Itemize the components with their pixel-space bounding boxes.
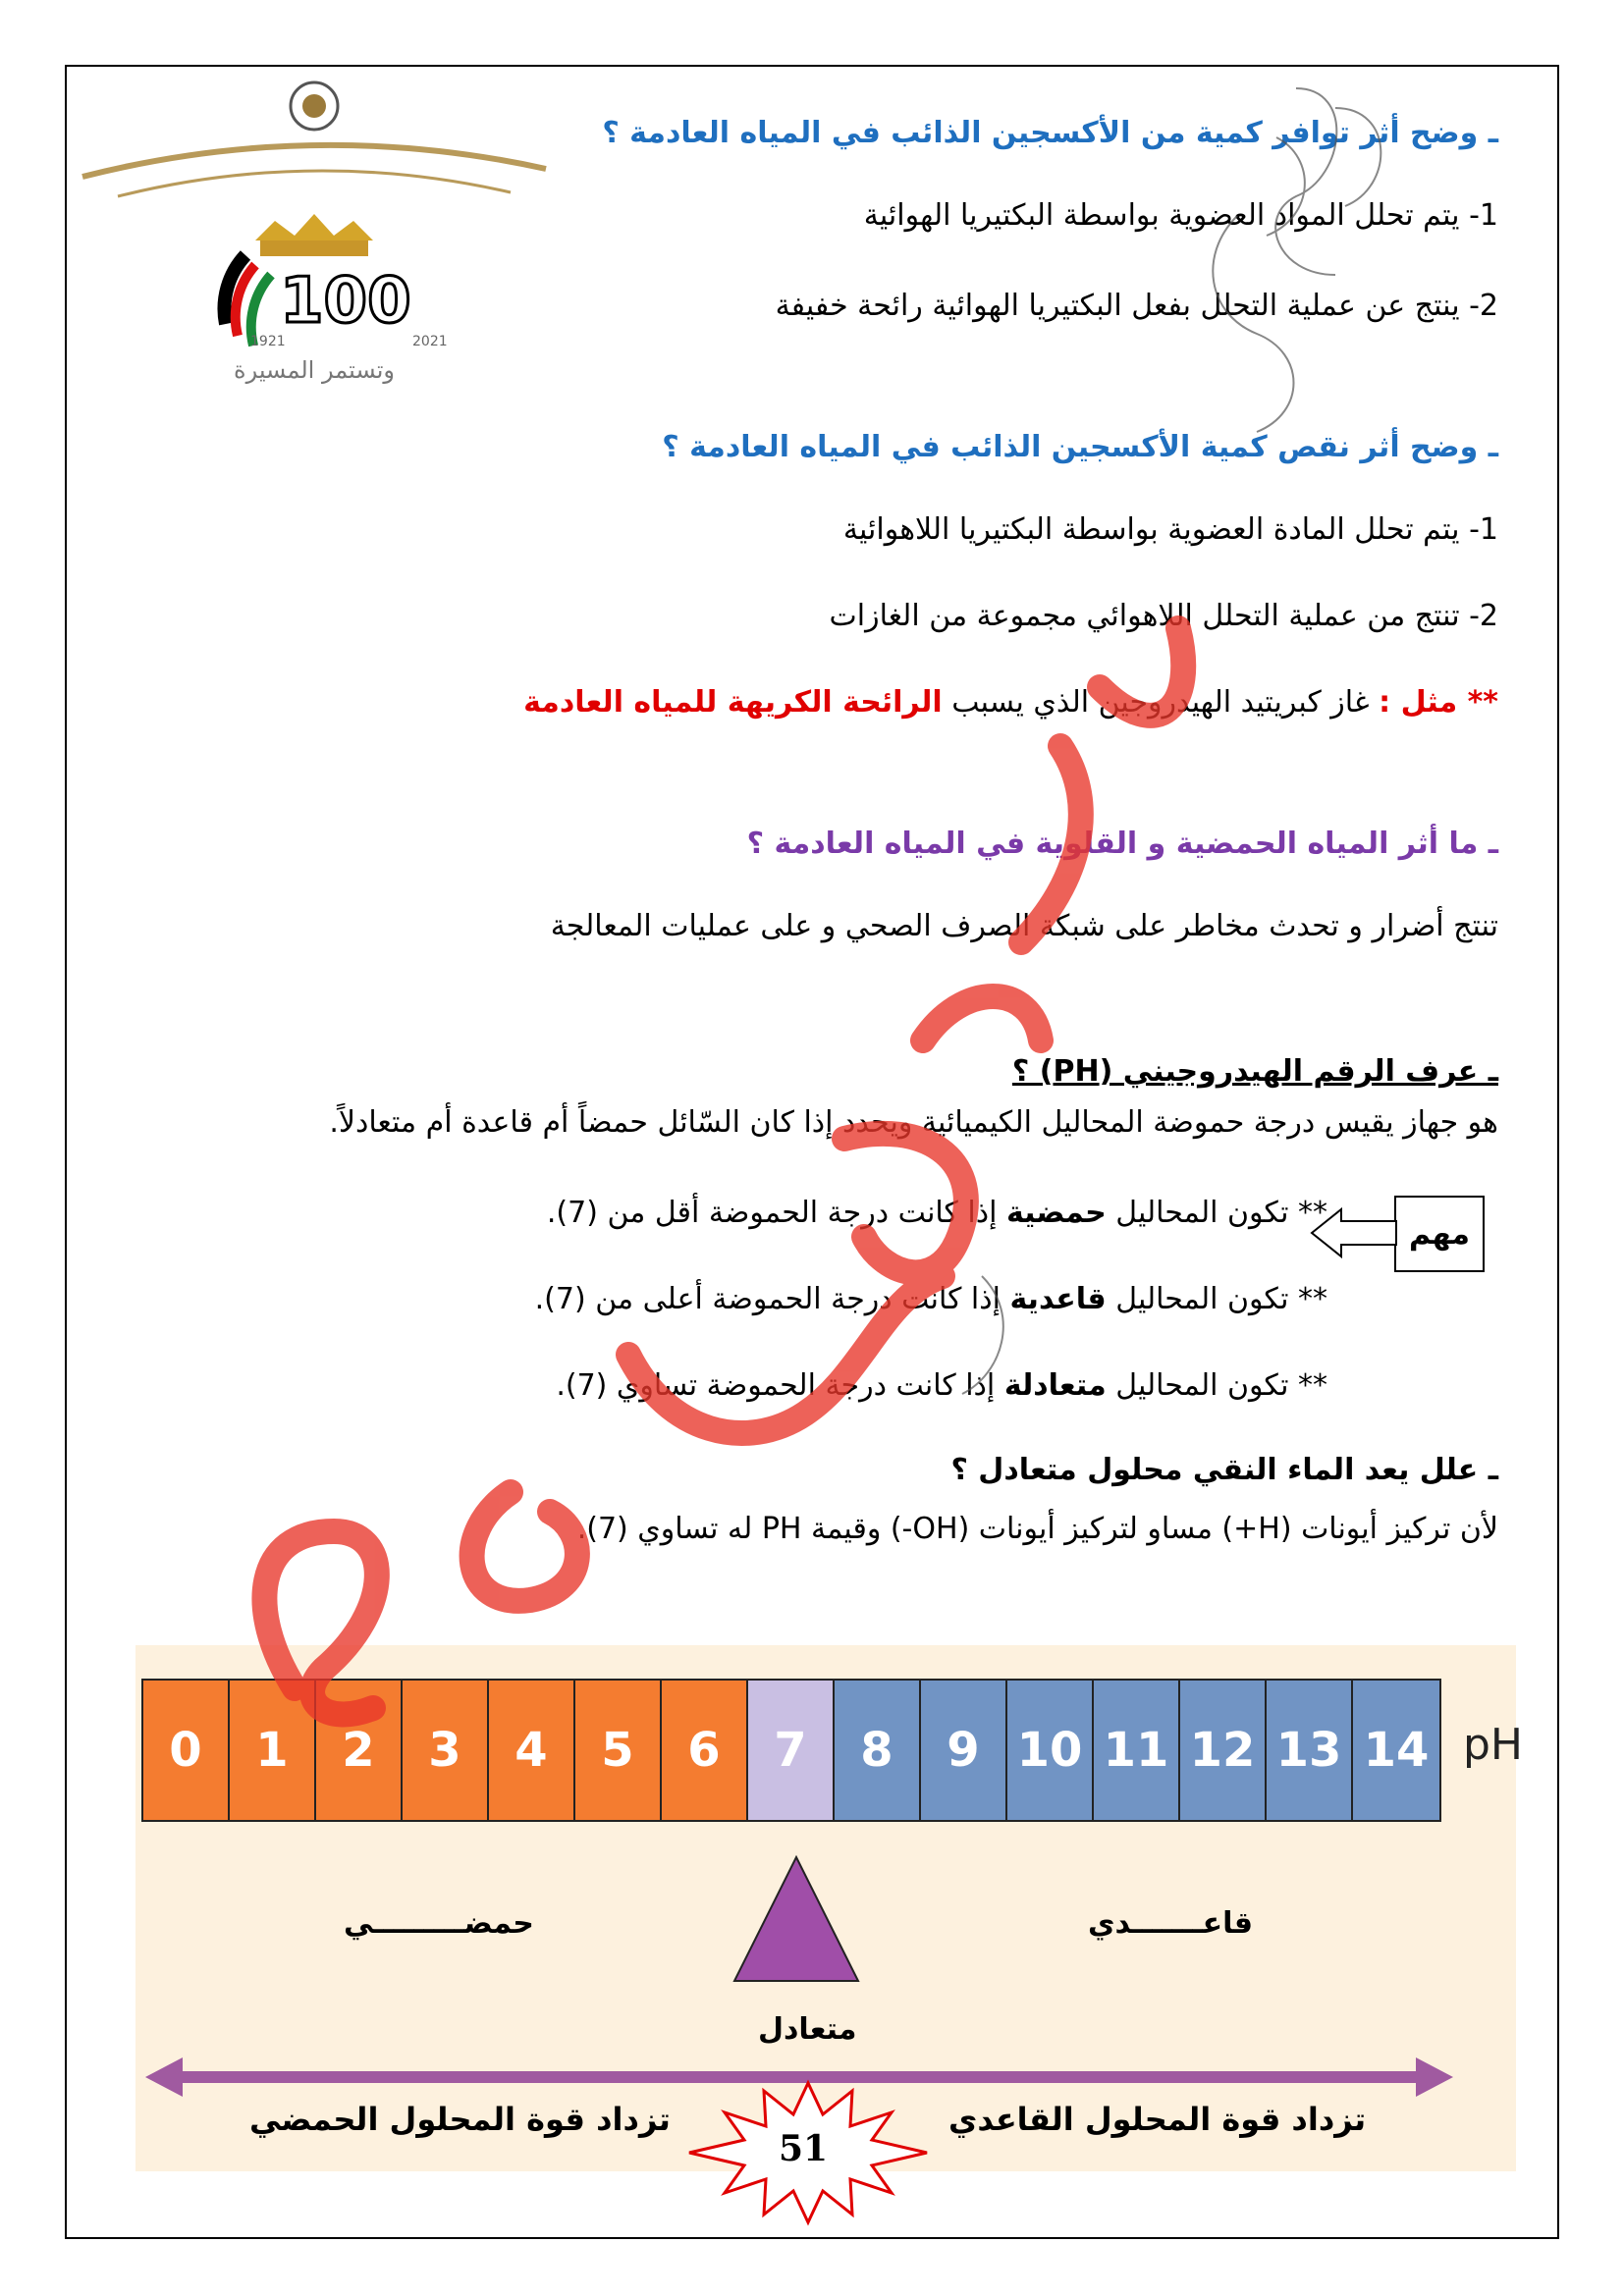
answer-1-1: 1- يتم تحلل المواد العضوية بواسطة البكتيريا الهوائية <box>863 198 1498 233</box>
answer-define-ph: هو جهاز يقيس درجة حموضة المحاليل الكيميائية ويحدد إذا كان السّائل حمضاً أم قاعدة أم متعادلاً. <box>329 1105 1498 1140</box>
answer-2-1: 1- يتم تحلل المادة العضوية بواسطة البكتيريا اللاهوائية <box>842 512 1498 547</box>
example-line <box>523 683 1498 722</box>
bullet-neutral-bold: متعادلة <box>1003 1368 1107 1403</box>
bullet-basic-bold: قاعدية <box>1009 1282 1107 1316</box>
ph-cell-10: 10 <box>1007 1681 1094 1820</box>
ph-cell-6: 6 <box>662 1681 748 1820</box>
logo-year-right: 2021 <box>412 334 448 349</box>
ph-cell-2: 2 <box>316 1681 403 1820</box>
ph-cell-5: 5 <box>575 1681 662 1820</box>
ph-cell-13: 13 <box>1267 1681 1353 1820</box>
example-label: ** مثل : <box>1379 685 1498 720</box>
question-pure-water: ـ علل يعد الماء النقي محلول متعادل ؟ <box>950 1453 1498 1487</box>
question-define-ph: ـ عرف الرقم الهيدروجيني (PH) ؟ <box>1011 1054 1498 1089</box>
bullet-neutral-pre: ** تكون المحاليل <box>1115 1368 1327 1403</box>
bullet-basic <box>535 1280 1327 1319</box>
logo-number: 100 <box>280 265 411 338</box>
ph-cell-4: 4 <box>489 1681 575 1820</box>
bullet-acidic-post: إذا كانت درجة الحموضة أقل من (7). <box>546 1196 998 1230</box>
bullet-acidic-bold: حمضية <box>1005 1196 1107 1230</box>
acidic-label: حمضـــــــــي <box>344 1906 534 1941</box>
ph-cell-3: 3 <box>403 1681 489 1820</box>
bullet-basic-post: إذا كانت درجة الحموضة أعلى من (7). <box>534 1282 1001 1316</box>
ph-cell-14: 14 <box>1353 1681 1439 1820</box>
answer-pure-water: لأن تركيز أيونات (H+) مساو لتركيز أيونات (OH-) وقيمة PH له تساوي (7). <box>576 1512 1498 1546</box>
ph-scale <box>141 1679 1441 1822</box>
answer-3: تنتج أضرار و تحدث مخاطر على شبكة الصرف الصحي و على عمليات المعالجة <box>550 909 1498 943</box>
ph-cell-8: 8 <box>835 1681 921 1820</box>
bullet-neutral-post: إذا كانت درجة الحموضة تساوي (7). <box>556 1368 996 1403</box>
answer-1-2: 2- ينتج عن عملية التحلل بفعل البكتيريا الهوائية رائحة خفيفة <box>775 289 1498 323</box>
base-strength-label: تزداد قوة المحلول القاعدي <box>948 2101 1367 2138</box>
ph-cell-1: 1 <box>230 1681 316 1820</box>
acid-strength-label: تزداد قوة المحلول الحمضي <box>249 2101 671 2138</box>
example-text: غاز كبريتيد الهيدروجين الذي يسبب <box>951 685 1370 720</box>
neutral-triangle-icon <box>731 1853 862 1985</box>
example-highlight: الرائحة الكريهة للمياه العادمة <box>523 685 943 720</box>
ph-cell-7: 7 <box>748 1681 835 1820</box>
ph-cell-11: 11 <box>1094 1681 1180 1820</box>
important-box <box>1394 1196 1485 1272</box>
bullet-neutral <box>556 1366 1327 1406</box>
page-number: 51 <box>778 2128 829 2169</box>
bullet-acidic <box>547 1194 1327 1233</box>
ph-cell-9: 9 <box>921 1681 1007 1820</box>
important-label: مهم <box>1409 1216 1470 1252</box>
bullet-basic-pre: ** تكون المحاليل <box>1115 1282 1327 1316</box>
question-acid-alkaline: ـ ما أثر المياه الحمضية و القلوية في المياه العادمة ؟ <box>746 827 1498 861</box>
ph-cell-0: 0 <box>143 1681 230 1820</box>
logo-slogan: وتستمر المسيرة <box>234 356 395 384</box>
logo-year-left: 1921 <box>250 334 286 349</box>
centenary-logo <box>79 79 550 402</box>
ph-cell-12: 12 <box>1180 1681 1267 1820</box>
question-oxygen-lack: ـ وضح أثر نقص كمية الأكسجين الذائب في المياه العادمة ؟ <box>662 430 1498 464</box>
neutral-label: متعادل <box>758 2012 857 2047</box>
ph-axis-label: pH <box>1463 1720 1524 1770</box>
bullet-acidic-pre: ** تكون المحاليل <box>1115 1196 1327 1230</box>
answer-2-2: 2- تنتج من عملية التحلل اللاهوائي مجموعة من الغازات <box>829 599 1498 633</box>
question-oxygen-available: ـ وضح أثر توافر كمية من الأكسجين الذائب في المياه العادمة ؟ <box>602 116 1498 150</box>
basic-label: قاعـــــــدي <box>1088 1906 1254 1941</box>
